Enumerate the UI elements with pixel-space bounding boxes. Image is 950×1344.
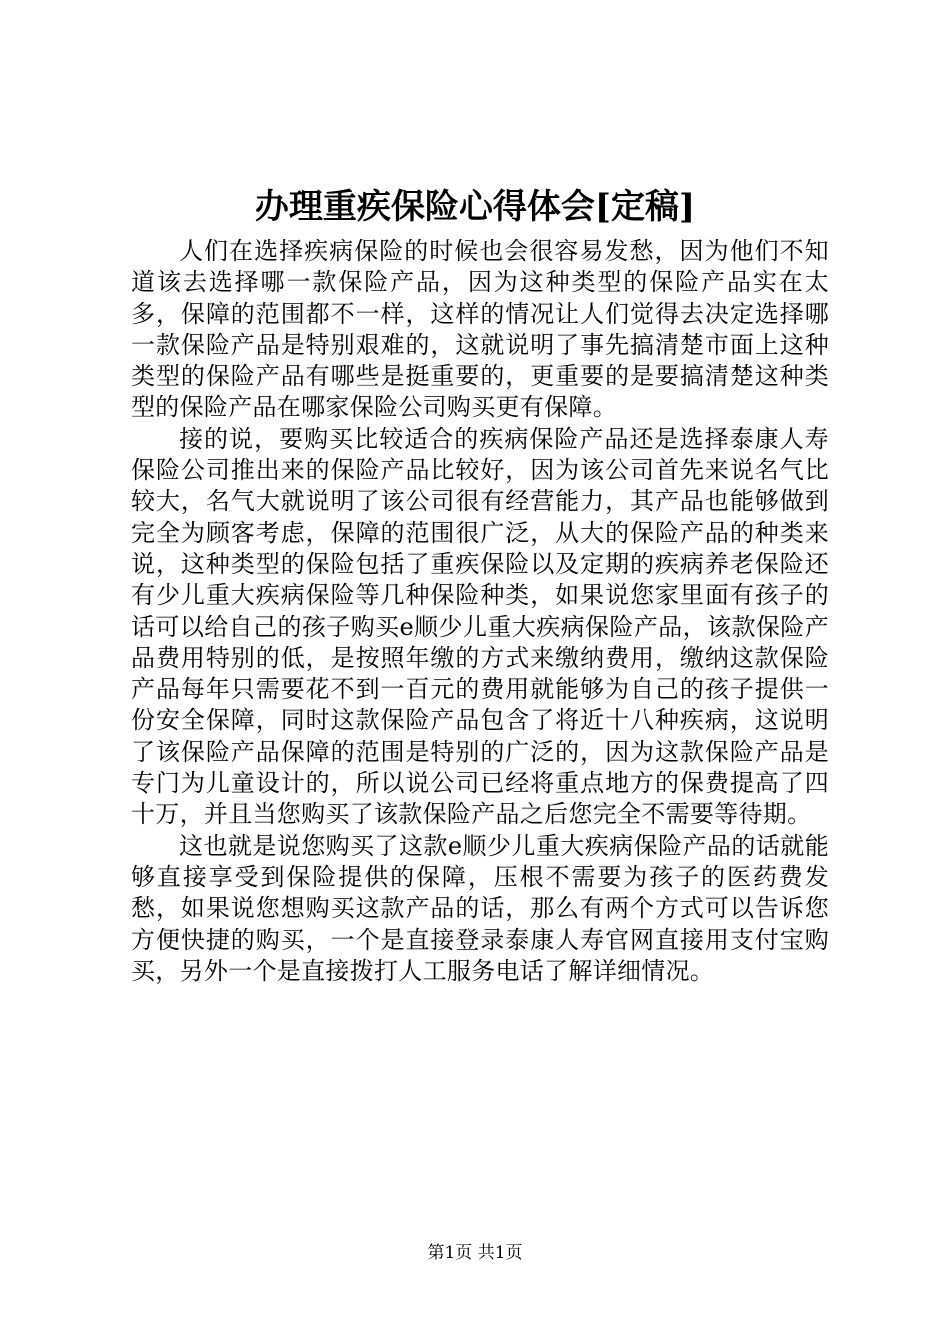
paragraph-1: 人们在选择疾病保险的时候也会很容易发愁，因为他们不知道该去选择哪一款保险产品，因为这种类型的保险产品实在太多，保障的范围都不一样，这样的情况让人们觉得去决定选择哪一款保险产品是特别艰难的，这就说明了事先搞清楚市面上这种类型的保险产品有哪些是挺重要的，更重要的是要搞清楚这种类型的保险产品在哪家保险公司购买更有保障。 <box>131 237 829 422</box>
paragraph-3: 这也就是说您购买了这款e顺少儿重大疾病保险产品的话就能够直接享受到保险提供的保障，压根不需要为孩子的医药费发愁，如果说您想购买这款产品的话，那么有两个方式可以告诉您方便快捷的购买，一个是直接登录泰康人寿官网直接用支付宝购买，另外一个是直接拨打人工服务电话了解详细情况。 <box>131 831 829 985</box>
paragraph-2: 接的说，要购买比较适合的疾病保险产品还是选择泰康人寿保险公司推出来的保险产品比较好，因为该公司首先来说名气比较大，名气大就说明了该公司很有经营能力，其产品也能够做到完全为顾客考虑，保障的范围很广泛，从大的保险产品的种类来说，这种类型的保险包括了重疾保险以及定期的疾病养老保险还有少儿重大疾病保险等几种保险种类，如果说您家里面有孩子的话可以给自己的孩子购买e顺少儿重大疾病保险产品，该款保险产品费用特别的低，是按照年缴的方式来缴纳费用，缴纳这款保险产品每年只需要花不到一百元的费用就能够为自己的孩子提供一份安全保障，同时这款保险产品包含了将近十八种疾病，这说明了该保险产品保障的范围是特别的广泛的，因为这款保险产品是专门为儿童设计的，所以说公司已经将重点地方的保费提高了四十万，并且当您购买了该款保险产品之后您完全不需要等待期。 <box>131 424 829 829</box>
page-title: 办理重疾保险心得体会[定稿] <box>254 187 696 227</box>
page-footer: 第1页 共1页 <box>427 1243 523 1263</box>
document-body <box>131 236 829 987</box>
